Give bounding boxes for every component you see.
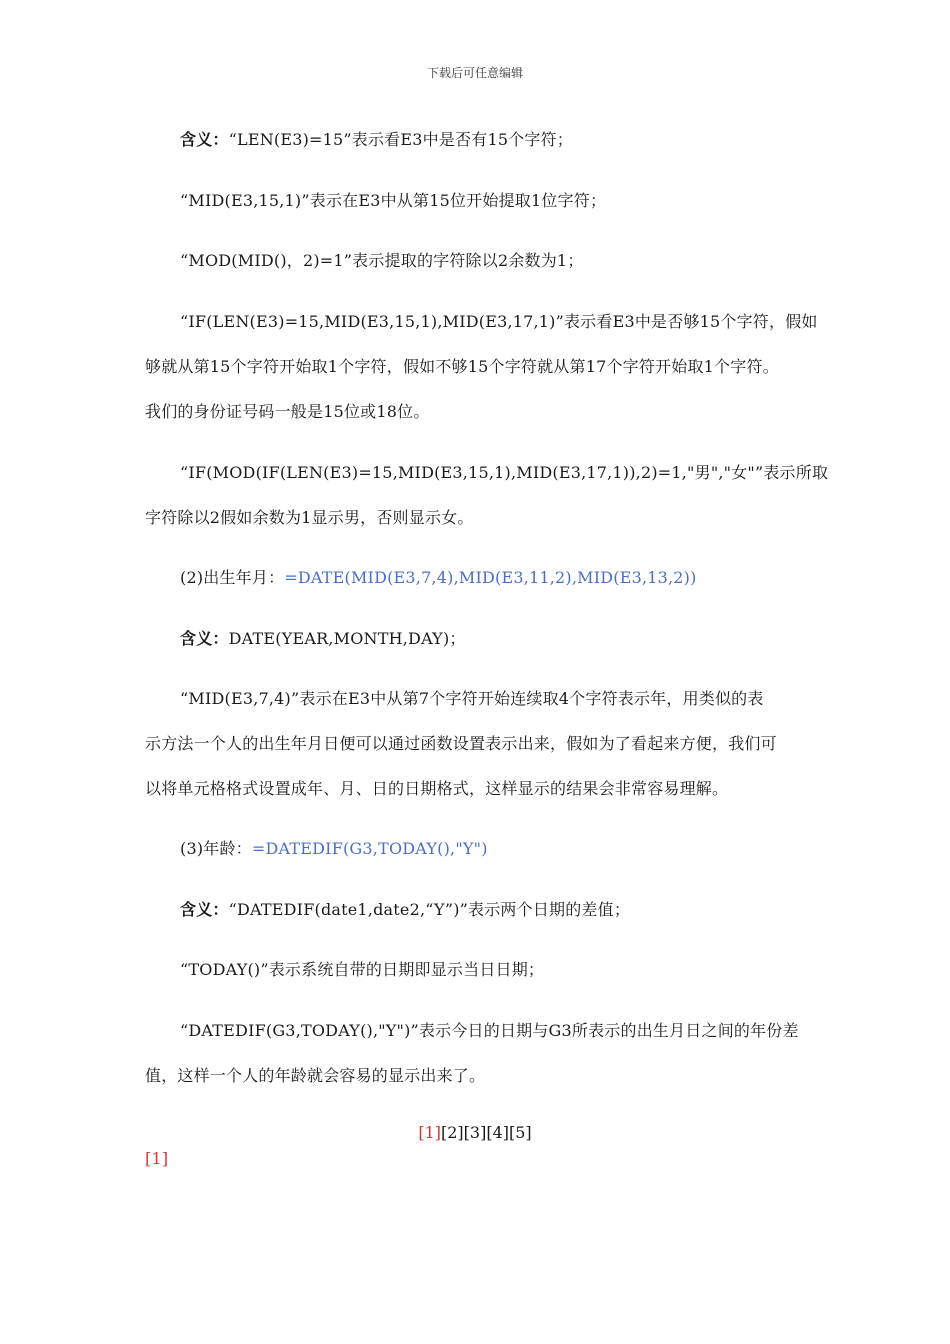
- mid-explanation: “MID(E3,15,1)”表示在E3中从第15位开始提取1位字符；: [180, 191, 607, 210]
- footnote-marker[interactable]: [1]: [145, 1149, 169, 1168]
- if-explanation-line2: 够就从第15个字符开始取1个字符，假如不够15个字符就从第17个字符开始取1个字符。: [145, 357, 779, 376]
- mid-date-explanation-line1: “MID(E3,7,4)”表示在E3中从第7个字符开始连续取4个字符表示年，用类似的表: [180, 689, 764, 708]
- datedif-explanation-line1: “DATEDIF(G3,TODAY(),"Y")”表示今日的日期与G3所表示的出生月日之间的年份差: [180, 1021, 799, 1040]
- if-explanation-line1: “IF(LEN(E3)=15,MID(E3,15,1),MID(E3,17,1)”表示看E3中是否够15个字符，假如: [180, 312, 818, 331]
- meaning-line-datedif: [180, 897, 630, 920]
- meaning-label: 含义：: [180, 629, 229, 648]
- mod-explanation: “MOD(MID()，2)=1”表示提取的字符除以2余数为1；: [180, 251, 584, 270]
- meaning-text: “LEN(E3)=15”表示看E3中是否有15个字符；: [228, 130, 574, 149]
- age-label: (3)年龄：: [180, 839, 252, 858]
- reference-links-rest[interactable]: [2][3][4][5]: [441, 1123, 532, 1142]
- if-explanation-line3: 我们的身份证号码一般是15位或18位。: [145, 402, 430, 421]
- reference-links: [0, 1123, 950, 1142]
- mid-date-explanation-line2: 示方法一个人的出生年月日便可以通过函数设置表示出来，假如为了看起来方便，我们可: [145, 734, 777, 753]
- age-formula: =DATEDIF(G3,TODAY(),"Y"): [251, 839, 488, 858]
- page-header: 下载后可任意编辑: [426, 66, 523, 80]
- birth-date-label: (2)出生年月：: [180, 568, 285, 587]
- birth-date-formula-line: [180, 565, 697, 588]
- meaning-label: 含义：: [180, 900, 229, 919]
- mid-date-explanation-line3: 以将单元格格式设置成年、月、日的日期格式，这样显示的结果会非常容易理解。: [145, 779, 729, 798]
- datedif-explanation-line2: 值，这样一个人的年龄就会容易的显示出来了。: [145, 1066, 486, 1085]
- birth-date-formula: =DATE(MID(E3,7,4),MID(E3,11,2),MID(E3,13,2)): [284, 568, 697, 587]
- meaning-line-date: [180, 626, 466, 649]
- meaning-line-len: [180, 127, 573, 150]
- today-explanation: “TODAY()”表示系统自带的日期即显示当日日期；: [180, 960, 545, 979]
- meaning-label: 含义：: [180, 130, 229, 149]
- meaning-text: DATE(YEAR,MONTH,DAY)；: [228, 629, 466, 648]
- gender-explanation-line2: 字符除以2假如余数为1显示男，否则显示女。: [145, 508, 474, 527]
- reference-link-1[interactable]: [1]: [418, 1123, 441, 1142]
- meaning-text: “DATEDIF(date1,date2,“Y”)”表示两个日期的差值；: [228, 900, 631, 919]
- age-formula-line: [180, 836, 488, 859]
- gender-explanation-line1: “IF(MOD(IF(LEN(E3)=15,MID(E3,15,1),MID(E3,17,1)),2)=1,"男","女"”表示所取: [180, 463, 829, 482]
